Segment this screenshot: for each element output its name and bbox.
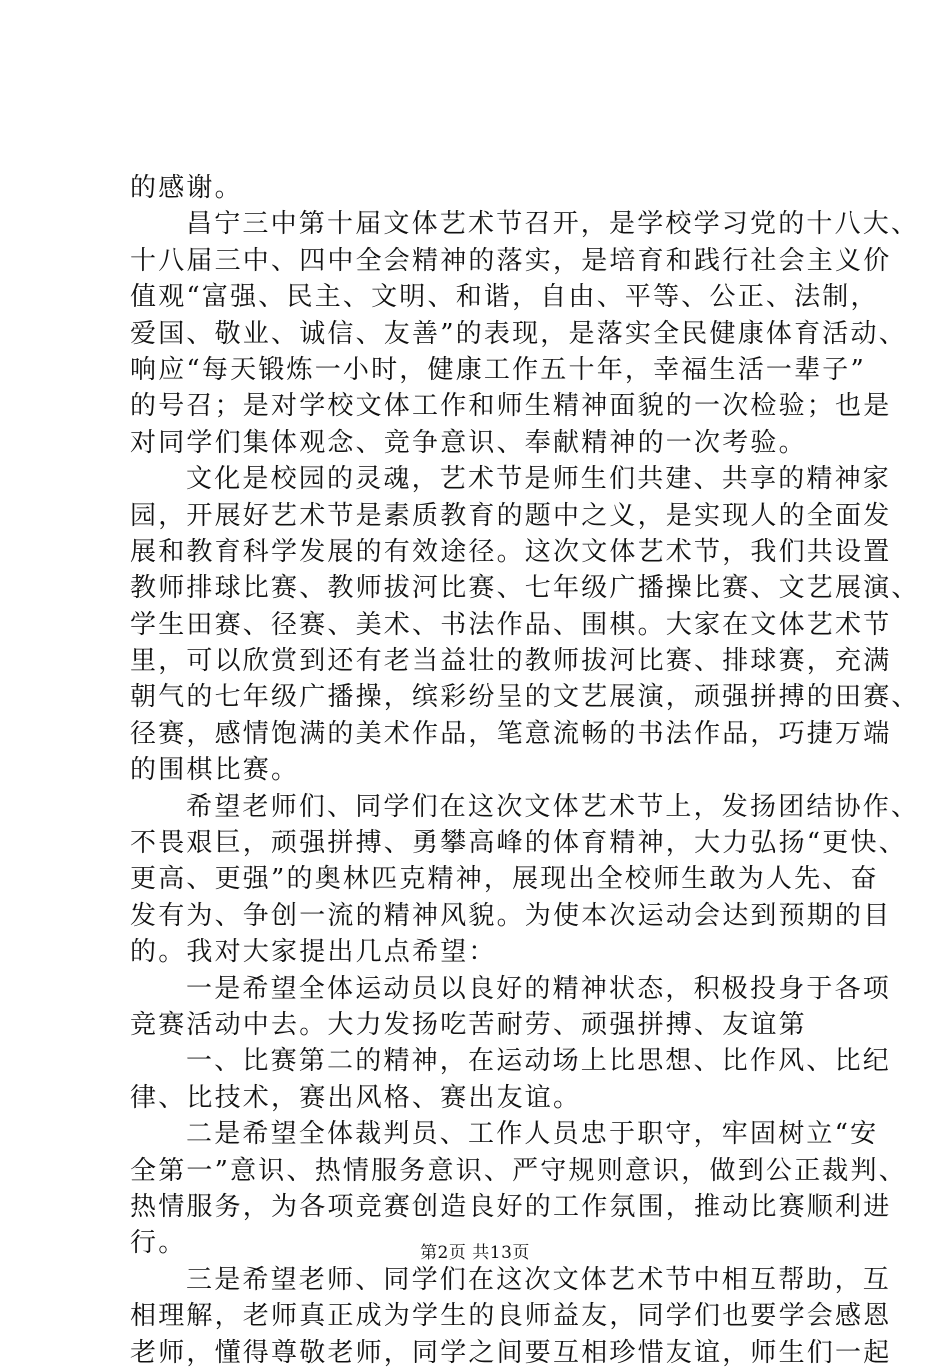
text-line: 教师排球比赛、教师拔河比赛、七年级广播操比赛、文艺展演、 bbox=[130, 573, 920, 604]
text-line: 更高、更强”的奥林匹克精神，展现出全校师生敢为人先、奋 bbox=[130, 864, 879, 895]
text-line: 律、比技术，赛出风格、赛出友谊。 bbox=[130, 1082, 582, 1113]
text-line: 学生田赛、径赛、美术、书法作品、围棋。大家在文体艺术节 bbox=[130, 609, 892, 640]
page-footer: 第2页 共13页 bbox=[420, 1243, 530, 1263]
text-line: 朝气的七年级广播操，缤彩纷呈的文艺展演，顽强拼搏的田赛、 bbox=[130, 682, 920, 713]
text-line: 一、比赛第二的精神，在运动场上比思想、比作风、比纪 bbox=[186, 1046, 892, 1077]
text-line: 三是希望老师、同学们在这次文体艺术节中相互帮助，互 bbox=[186, 1264, 892, 1295]
text-line: 径赛，感情饱满的美术作品，笔意流畅的书法作品，巧捷万端 bbox=[130, 718, 892, 749]
text-line: 响应“每天锻炼一小时，健康工作五十年，幸福生活一辈子” bbox=[130, 354, 866, 385]
text-line: 文化是校园的灵魂，艺术节是师生们共建、共享的精神家 bbox=[186, 464, 892, 495]
text-line: 希望老师们、同学们在这次文体艺术节上，发扬团结协作、 bbox=[186, 791, 920, 822]
text-line: 十八届三中、四中全会精神的落实，是培育和践行社会主义价 bbox=[130, 245, 892, 276]
text-line: 发有为、争创一流的精神风貌。为使本次运动会达到预期的目 bbox=[130, 900, 892, 931]
text-line: 全第一”意识、热情服务意识、严守规则意识，做到公正裁判、 bbox=[130, 1155, 907, 1186]
text-line: 爱国、敬业、诚信、友善”的表现，是落实全民健康体育活动、 bbox=[130, 318, 907, 349]
text-line: 热情服务，为各项竞赛创造良好的工作氛围，推动比赛顺利进 bbox=[130, 1191, 892, 1222]
text-line: 的。我对大家提出几点希望： bbox=[130, 937, 497, 968]
text-line: 展和教育科学发展的有效途径。这次文体艺术节，我们共设置 bbox=[130, 536, 892, 567]
text-line: 一是希望全体运动员以良好的精神状态，积极投身于各项 bbox=[186, 973, 892, 1004]
text-line: 行。 bbox=[130, 1228, 187, 1259]
text-line: 相理解，老师真正成为学生的良师益友，同学们也要学会感恩 bbox=[130, 1301, 892, 1332]
text-line: 竞赛活动中去。大力发扬吃苦耐劳、顽强拼搏、友谊第 bbox=[130, 1009, 807, 1040]
document-body bbox=[130, 170, 920, 1371]
text-line: 的感谢。 bbox=[130, 173, 243, 203]
text-line: 二是希望全体裁判员、工作人员忠于职守，牢固树立“安 bbox=[186, 1119, 879, 1150]
text-line: 的号召；是对学校文体工作和师生精神面貌的一次检验；也是 bbox=[130, 391, 892, 422]
text-line: 里，可以欣赏到还有老当益壮的教师拔河比赛、排球赛，充满 bbox=[130, 646, 892, 677]
text-line: 对同学们集体观念、竞争意识、奉献精神的一次考验。 bbox=[130, 427, 807, 458]
text-line: 值观“富强、民主、文明、和谐，自由、平等、公正、法制， bbox=[130, 282, 879, 313]
text-line: 老师，懂得尊敬老师，同学之间要互相珍惜友谊，师生们一起 bbox=[130, 1337, 892, 1368]
text-line: 昌宁三中第十届文体艺术节召开，是学校学习党的十八大、 bbox=[186, 209, 920, 240]
text-line: 的围棋比赛。 bbox=[130, 755, 300, 786]
text-line: 不畏艰巨，顽强拼搏、勇攀高峰的体育精神，大力弘扬“更快、 bbox=[130, 828, 907, 859]
text-line: 园，开展好艺术节是素质教育的题中之义，是实现人的全面发 bbox=[130, 500, 892, 531]
